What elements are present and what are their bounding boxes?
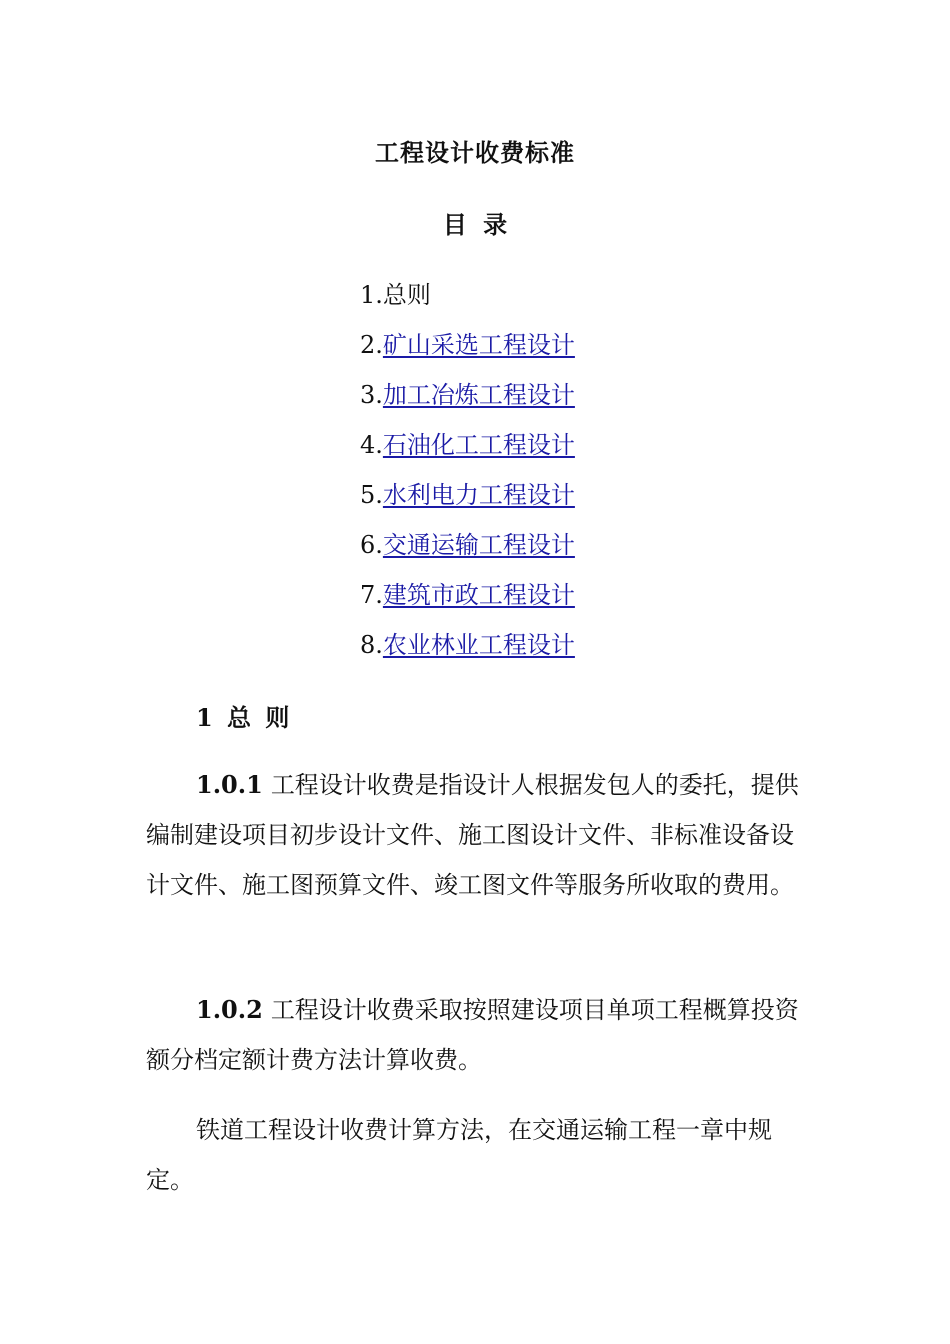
table-of-contents [360, 280, 575, 680]
toc-heading: 目 录 [442, 210, 508, 239]
paragraph-text: 铁道工程设计收费计算方法，在交通运输工程一章中规定。 [146, 1116, 772, 1194]
toc-item-number: 3. [360, 381, 383, 409]
toc-link-mining[interactable]: 矿山采选工程设计 [382, 331, 575, 359]
toc-item-number: 2. [360, 331, 383, 359]
toc-item-number: 5. [360, 481, 383, 509]
toc-link-smelting[interactable]: 加工冶炼工程设计 [382, 381, 575, 409]
paragraph-railway [146, 1105, 810, 1205]
toc-item-smelting [360, 380, 575, 430]
toc-link-hydropower[interactable]: 水利电力工程设计 [382, 481, 575, 509]
toc-item-number: 4. [360, 431, 383, 459]
toc-item-agriculture [360, 630, 575, 680]
toc-item-number: 7. [360, 581, 383, 609]
paragraph-1-0-1 [146, 760, 810, 910]
paragraph-text: 工程设计收费是指设计人根据发包人的委托，提供编制建设项目初步设计文件、施工图设计文件、非标准设备设计文件、施工图预算文件、竣工图文件等服务所收取的费用。 [146, 771, 799, 899]
toc-item-number: 1. [360, 281, 383, 309]
toc-item-hydropower [360, 480, 575, 530]
section-heading: 1 总 则 [196, 703, 290, 732]
toc-link-transport[interactable]: 交通运输工程设计 [382, 531, 575, 559]
toc-item-number: 8. [360, 631, 383, 659]
toc-item-transport [360, 530, 575, 580]
toc-link-agriculture[interactable]: 农业林业工程设计 [382, 631, 575, 659]
toc-link-construction[interactable]: 建筑市政工程设计 [382, 581, 575, 609]
toc-link-petrochemical[interactable]: 石油化工工程设计 [382, 431, 575, 459]
toc-item-label: 总则 [382, 281, 431, 309]
toc-item-petrochemical [360, 430, 575, 480]
document-title: 工程设计收费标准 [375, 138, 575, 167]
toc-item-construction [360, 580, 575, 630]
toc-item-mining [360, 330, 575, 380]
clause-number: 1.0.1 [196, 770, 263, 799]
clause-number: 1.0.2 [196, 995, 263, 1024]
toc-item-general [360, 280, 575, 330]
paragraph-1-0-2 [146, 985, 810, 1085]
toc-item-number: 6. [360, 531, 383, 559]
paragraph-text: 工程设计收费采取按照建设项目单项工程概算投资额分档定额计费方法计算收费。 [146, 996, 799, 1074]
